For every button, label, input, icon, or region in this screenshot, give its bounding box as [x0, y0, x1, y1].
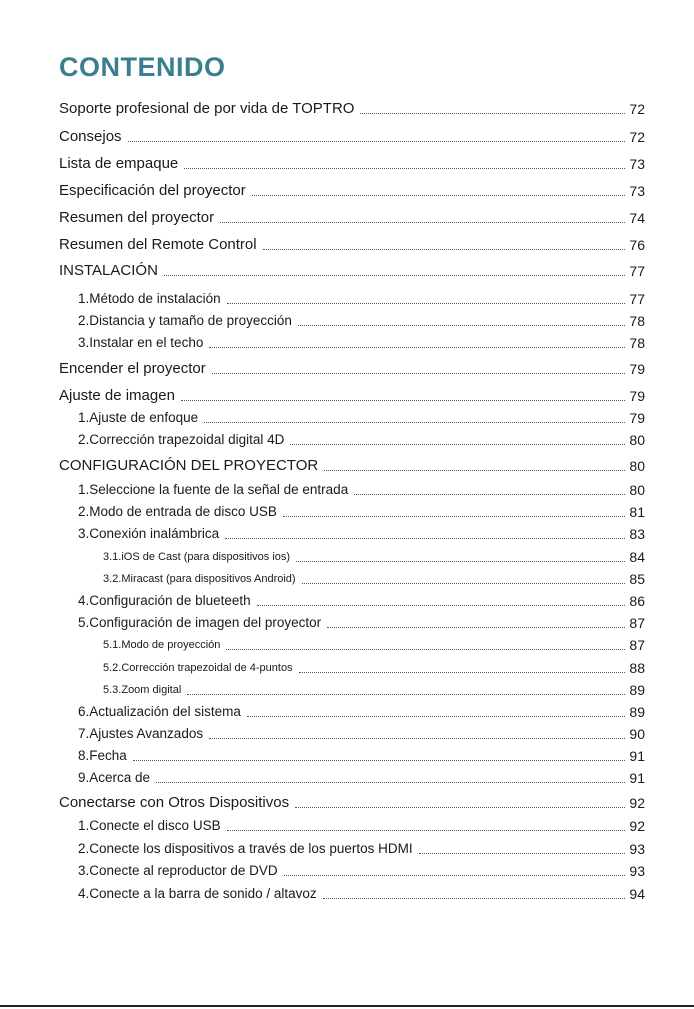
- dot-leader: [209, 738, 625, 739]
- dot-leader: [128, 141, 626, 142]
- toc-page-number: 79: [629, 410, 645, 426]
- toc-page-number: 87: [629, 615, 645, 631]
- toc-page-number: 93: [629, 841, 645, 857]
- toc-entry-label: Lista de empaque: [59, 155, 179, 172]
- dot-leader: [354, 494, 625, 495]
- dot-leader: [327, 627, 625, 628]
- toc-entry[interactable]: [78, 836, 645, 858]
- toc-entry-label: 7.Ajustes Avanzados: [78, 726, 204, 741]
- toc-entry-label: 5.3.Zoom digital: [103, 684, 182, 696]
- dot-leader: [226, 649, 625, 650]
- toc-page-number: 76: [629, 237, 645, 253]
- toc-entry[interactable]: [78, 499, 645, 521]
- dot-leader: [419, 853, 626, 854]
- toc-entry[interactable]: [78, 308, 645, 330]
- toc-page-number: 78: [629, 335, 645, 351]
- toc-page-number: 80: [629, 432, 645, 448]
- toc-page-number: 72: [629, 129, 645, 145]
- toc-page-number: 74: [629, 210, 645, 226]
- toc-entry[interactable]: [78, 427, 645, 449]
- toc-entry-label: 8.Fecha: [78, 748, 127, 763]
- toc-page-number: 73: [629, 183, 645, 199]
- toc-entry-label: 5.Configuración de imagen del proyector: [78, 615, 322, 630]
- toc-entry-label: Ajuste de imagen: [59, 387, 175, 404]
- toc-page-number: 80: [629, 458, 645, 474]
- dot-leader: [290, 444, 625, 445]
- dot-leader: [247, 716, 626, 717]
- toc-entry-label: Resumen del proyector: [59, 209, 215, 226]
- toc-entry-label: Soporte profesional de por vida de TOPTRO: [59, 100, 355, 117]
- toc-page-number: 89: [629, 704, 645, 720]
- dot-leader: [209, 347, 625, 348]
- dot-leader: [324, 470, 625, 471]
- dot-leader: [227, 303, 626, 304]
- toc-page-number: 90: [629, 726, 645, 742]
- toc-entry-label: Resumen del Remote Control: [59, 236, 257, 253]
- toc-page-number: 77: [629, 263, 645, 279]
- dot-leader: [299, 672, 626, 673]
- toc-page-number: 91: [629, 770, 645, 786]
- toc-entry-label: 2.Corrección trapezoidal digital 4D: [78, 432, 285, 447]
- toc-entry[interactable]: [103, 677, 645, 699]
- toc-entry-label: 4.Conecte a la barra de sonido / altavoz: [78, 886, 317, 901]
- toc-entry[interactable]: [78, 881, 645, 903]
- toc-entry[interactable]: [78, 858, 645, 880]
- toc-page-number: 93: [629, 863, 645, 879]
- toc-entry[interactable]: [78, 743, 645, 765]
- toc-page-number: 85: [629, 571, 645, 587]
- dot-leader: [298, 325, 626, 326]
- toc-entry[interactable]: [59, 258, 645, 280]
- toc-page-number: 92: [629, 795, 645, 811]
- dot-leader: [204, 422, 625, 423]
- toc-entry-label: 3.Conexión inalámbrica: [78, 526, 220, 541]
- toc-entry-label: 6.Actualización del sistema: [78, 704, 241, 719]
- dot-leader: [295, 807, 625, 808]
- toc-entry[interactable]: [59, 790, 645, 812]
- toc-entry-label: Especificación del proyector: [59, 182, 246, 199]
- dot-leader: [360, 113, 625, 114]
- toc-entry[interactable]: [59, 96, 645, 118]
- dot-leader: [283, 516, 626, 517]
- toc-entry-label: 1.Método de instalación: [78, 291, 221, 306]
- bottom-rule: [0, 1005, 694, 1007]
- dot-leader: [133, 760, 626, 761]
- toc-entry[interactable]: [78, 813, 645, 835]
- toc-page-number: 92: [629, 818, 645, 834]
- toc-entry[interactable]: [78, 477, 645, 499]
- toc-entry-label: 3.Instalar en el techo: [78, 335, 204, 350]
- toc-entry[interactable]: [59, 453, 645, 475]
- toc-entry[interactable]: [59, 178, 645, 200]
- toc-page-number: 91: [629, 748, 645, 764]
- toc-entry-label: 2.Modo de entrada de disco USB: [78, 504, 277, 519]
- toc-entry-label: 2.Conecte los dispositivos a través de los puertos HDMI: [78, 841, 413, 856]
- dot-leader: [164, 275, 626, 276]
- toc-entry-label: 9.Acerca de: [78, 770, 151, 785]
- toc-entry[interactable]: [59, 383, 645, 405]
- toc-page-number: 84: [629, 549, 645, 565]
- toc-entry[interactable]: [103, 632, 645, 654]
- toc-page-number: 88: [629, 660, 645, 676]
- toc-page-number: 86: [629, 593, 645, 609]
- dot-leader: [156, 782, 625, 783]
- toc-page-number: 77: [629, 291, 645, 307]
- toc-entry-label: Conectarse con Otros Dispositivos: [59, 794, 290, 811]
- toc-entry[interactable]: [78, 286, 645, 308]
- dot-leader: [181, 400, 626, 401]
- dot-leader: [263, 249, 626, 250]
- dot-leader: [225, 538, 625, 539]
- page-title: CONTENIDO: [59, 52, 226, 82]
- toc-page-number: 81: [629, 504, 645, 520]
- toc-page-number: 79: [629, 388, 645, 404]
- toc-entry-label: 3.Conecte al reproductor de DVD: [78, 863, 278, 878]
- toc-entry-label: Consejos: [59, 128, 122, 145]
- toc-page-number: 72: [629, 101, 645, 117]
- toc-entry[interactable]: [78, 588, 645, 610]
- toc-entry[interactable]: [59, 151, 645, 173]
- dot-leader: [323, 898, 626, 899]
- toc-entry-label: 5.2.Corrección trapezoidal de 4-puntos: [103, 662, 293, 674]
- toc-page-number: 78: [629, 313, 645, 329]
- dot-leader: [187, 694, 625, 695]
- dot-leader: [284, 875, 626, 876]
- toc-entry[interactable]: [103, 655, 645, 677]
- dot-leader: [184, 168, 625, 169]
- toc-entry-label: 1.Seleccione la fuente de la señal de entrada: [78, 482, 349, 497]
- toc-entry-label: INSTALACIÓN: [59, 262, 158, 279]
- toc-entry[interactable]: [78, 405, 645, 427]
- dot-leader: [257, 605, 626, 606]
- toc-entry[interactable]: [59, 205, 645, 227]
- toc-entry[interactable]: [103, 544, 645, 566]
- dot-leader: [302, 583, 626, 584]
- toc-entry[interactable]: [78, 521, 645, 543]
- toc-entry-label: CONFIGURACIÓN DEL PROYECTOR: [59, 457, 319, 474]
- toc-page-number: 89: [629, 682, 645, 698]
- dot-leader: [220, 222, 625, 223]
- toc-entry-label: 4.Configuración de blueteeth: [78, 593, 251, 608]
- toc-entry[interactable]: [59, 356, 645, 378]
- toc-entry-label: 2.Distancia y tamaño de proyección: [78, 313, 292, 328]
- toc-entry[interactable]: [59, 232, 645, 254]
- toc-page-number: 79: [629, 361, 645, 377]
- toc-entry[interactable]: [78, 765, 645, 787]
- toc-page-number: 87: [629, 637, 645, 653]
- toc-entry[interactable]: [78, 330, 645, 352]
- toc-entry[interactable]: [78, 721, 645, 743]
- toc-entry-label: 1.Conecte el disco USB: [78, 818, 221, 833]
- dot-leader: [252, 195, 626, 196]
- toc-page-number: 73: [629, 156, 645, 172]
- toc-page-number: 83: [629, 526, 645, 542]
- toc-entry-label: 3.2.Miracast (para dispositivos Android): [103, 573, 296, 585]
- toc-entry-label: 5.1.Modo de proyección: [103, 639, 221, 651]
- toc-entry-label: 3.1.iOS de Cast (para dispositivos ios): [103, 551, 291, 563]
- toc-page-number: 94: [629, 886, 645, 902]
- toc-page-number: 80: [629, 482, 645, 498]
- toc-entry[interactable]: [78, 699, 645, 721]
- dot-leader: [212, 373, 626, 374]
- toc-entry[interactable]: [103, 566, 645, 588]
- toc-entry-label: 1.Ajuste de enfoque: [78, 410, 199, 425]
- dot-leader: [296, 561, 625, 562]
- toc-entry-label: Encender el proyector: [59, 360, 206, 377]
- toc-entry[interactable]: [78, 610, 645, 632]
- toc-entry[interactable]: [59, 124, 645, 146]
- dot-leader: [227, 830, 626, 831]
